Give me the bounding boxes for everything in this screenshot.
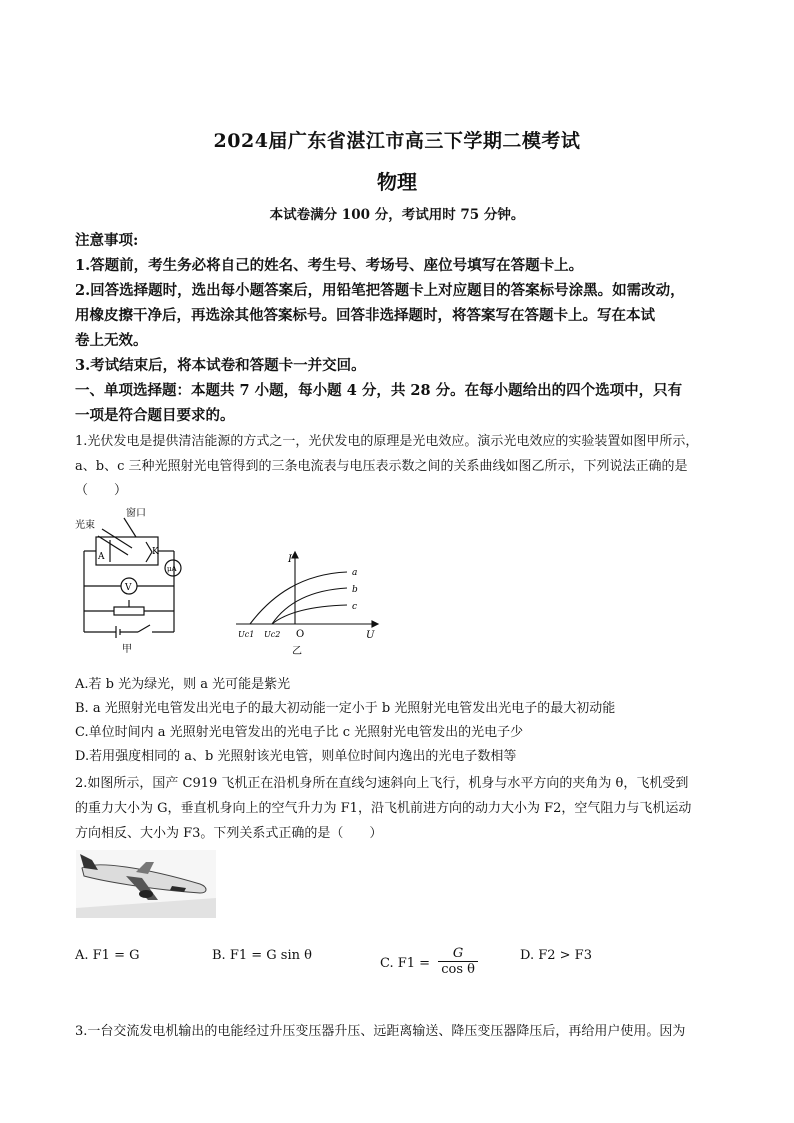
section-1-line-1: 一、单项选择题：本题共 7 小题，每小题 4 分，共 28 分。在每小题给出的四个选项中，只有 (75, 382, 683, 399)
q2-option-b: B. F1 = G sin θ (212, 948, 312, 963)
section-1-line-2: 一项是符合题目要求的。 (75, 407, 235, 424)
q1-option-c: C.单位时间内 a 光照射光电管发出的光电子比 c 光照射光电管发出的光电子少 (75, 725, 524, 740)
q1-stem-line-1: 1.光伏发电是提供清洁能源的方式之一，光伏发电的原理是光电效应。演示光电效应的实验装置如图甲所示， (75, 434, 699, 449)
fraction-denominator: cos θ (441, 962, 475, 977)
exam-info: 本试卷满分 100 分，考试用时 75 分钟。 (269, 207, 525, 223)
curve-c (272, 605, 347, 624)
axis-label-u: U (366, 630, 375, 641)
origin-label: O (296, 629, 305, 640)
label-uc2: Uc2 (264, 630, 281, 639)
q2-option-a: A. F1 = G (75, 948, 140, 963)
fraction-numerator: G (438, 946, 478, 962)
label-anode: A (98, 552, 105, 562)
note-2-line-2: 用橡皮擦干净后，再选涂其他答案标号。回答非选择题时，将答案写在答题卡上。写在本试 (75, 307, 655, 324)
q2-stem-line-1: 2.如图所示，国产 C919 飞机正在沿机身所在直线匀速斜向上飞行，机身与水平方向的夹角为 θ，飞机受到 (75, 776, 689, 791)
exam-title: 2024届广东省湛江市高三下学期二模考试 (213, 130, 581, 152)
q2-option-c-fraction (438, 946, 478, 977)
curve-label-a: a (352, 568, 358, 578)
curve-label-b: b (352, 585, 358, 595)
label-cathode: K (152, 547, 159, 557)
q3-stem-line-1: 3.一台交流发电机输出的电能经过升压变压器升压、远距离输送、降压变压器降压后，再给用户使用。因为 (75, 1024, 686, 1039)
axis-label-i: I (288, 554, 292, 565)
note-2-line-1: 2.回答选择题时，选出每小题答案后，用铅笔把答题卡上对应题目的答案标号涂黑。如需改动， (75, 282, 685, 299)
caption-yi: 乙 (292, 646, 302, 657)
label-window: 窗口 (126, 508, 146, 519)
note-1: 1.答题前，考生务必将自己的姓名、考生号、考场号、座位号填写在答题卡上。 (75, 257, 584, 274)
q1-option-d: D.若用强度相同的 a、b 光照射该光电管，则单位时间内逸出的光电子数相等 (75, 749, 517, 764)
note-3: 3.考试结束后，将本试卷和答题卡一并交回。 (75, 357, 366, 374)
q1-option-b: B. a 光照射光电管发出光电子的最大初动能一定小于 b 光照射光电管发出光电子的最大初动能 (75, 701, 616, 716)
label-beam: 光束 (75, 520, 95, 531)
c919-airplane-image (76, 850, 216, 918)
q2-stem-line-2: 的重力大小为 G，垂直机身向上的空气升力为 F1，沿飞机前进方向的动力大小为 F2，空气阻力与飞机运动 (75, 801, 692, 816)
caption-jia: 甲 (122, 644, 132, 654)
q2-stem-line-3: 方向相反、大小为 F3。下列关系式正确的是（ ） (75, 826, 383, 841)
q2-option-c-lhs: C. F1 = (380, 956, 431, 971)
q2-option-c (380, 948, 478, 979)
q1-stem-line-3: （ ） (75, 483, 128, 498)
curve-a (250, 572, 347, 624)
figure-jia-circuit (74, 504, 224, 654)
curve-label-c: c (352, 602, 358, 612)
figure-yi-iu-graph (232, 550, 382, 660)
note-2-line-3: 卷上无效。 (75, 332, 148, 349)
label-uc1: Uc1 (238, 630, 255, 639)
notes-heading: 注意事项: (75, 232, 139, 249)
q2-option-d: D. F2 > F3 (520, 948, 592, 963)
q1-option-a: A.若 b 光为绿光，则 a 光可能是紫光 (75, 677, 291, 692)
q1-stem-line-2: a、b、c 三种光照射光电管得到的三条电流表与电压表示数之间的关系曲线如图乙所示，下列说法正确的是 (75, 459, 688, 474)
subject-title: 物理 (377, 170, 417, 194)
label-voltmeter: V (125, 583, 132, 593)
label-microammeter: μA (167, 565, 177, 573)
